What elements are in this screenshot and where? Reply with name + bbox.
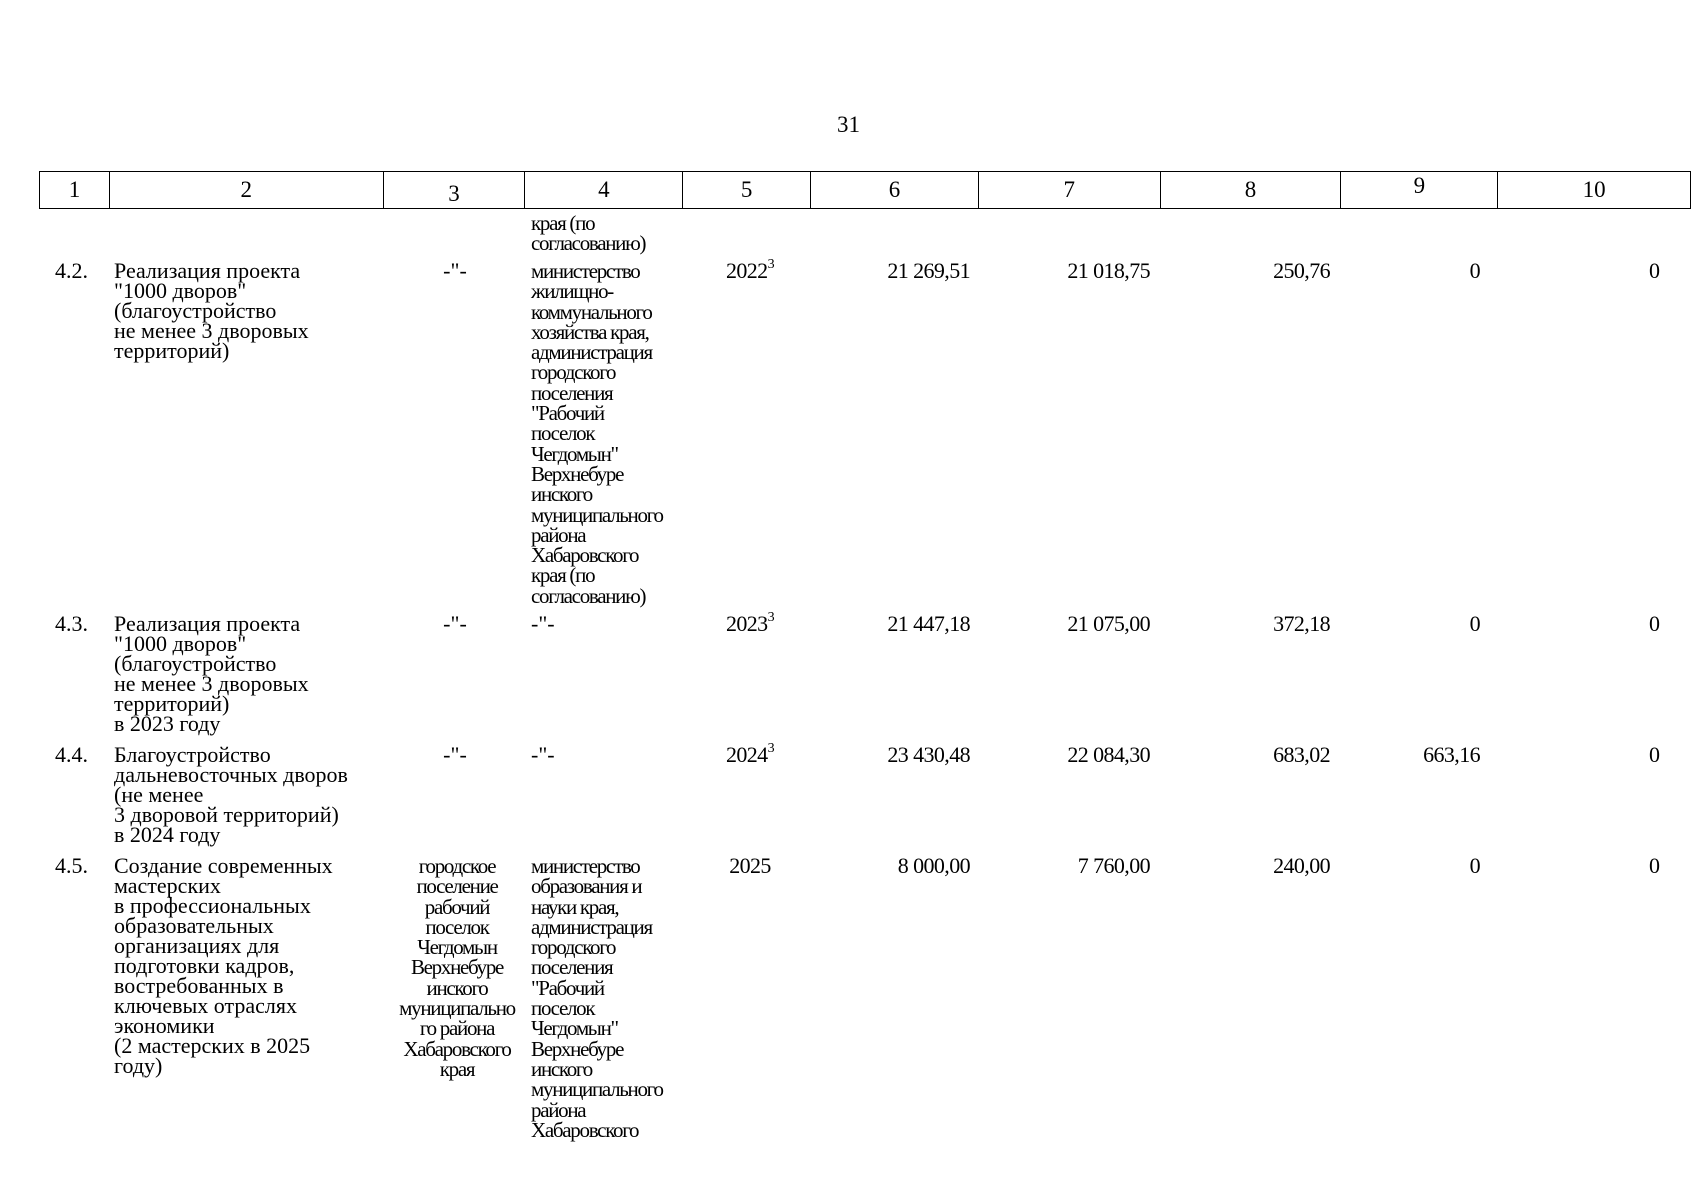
row-col-8: 372,18: [1273, 611, 1330, 636]
row-number: 4.3.: [55, 611, 88, 636]
header-col-8: 8: [1161, 172, 1342, 208]
row-col-7: 21 018,75: [1067, 258, 1150, 283]
row-col-6: 21 269,51: [887, 258, 970, 283]
page-number: 31: [837, 112, 860, 137]
row-executor: городское поселение рабочий поселок Чегдомын Верхнебуре инского муниципально го района Хабаровского края: [399, 854, 515, 1081]
row-description: Реализация проекта "1000 дворов" (благоустройство не менее 3 дворовых территорий): [114, 258, 309, 363]
table-header-row: [39, 171, 1691, 209]
header-col-5: 5: [683, 172, 811, 208]
row-year: 2025: [729, 853, 771, 878]
header-col-4: 4: [525, 172, 683, 208]
row-number: 4.2.: [55, 258, 88, 283]
row-responsible: -"-: [531, 742, 555, 767]
row-responsible: министерство жилищно- коммунального хозяйства края, администрация городского поселения "Рабочий поселок Чегдомын" Верхнебуре инского муниципального района Хабаровского края (по согласованию): [531, 259, 663, 608]
row-col-9: 0: [1469, 853, 1480, 878]
header-col-9: 9: [1341, 172, 1498, 208]
row-responsible: -"-: [531, 611, 555, 636]
continuation-text: края (по согласованию): [531, 211, 646, 256]
row-col-7: 22 084,30: [1067, 742, 1150, 767]
row-col-6: 23 430,48: [887, 742, 970, 767]
row-col-10: 0: [1649, 853, 1660, 878]
row-col-10: 0: [1649, 611, 1660, 636]
row-col-7: 21 075,00: [1067, 611, 1150, 636]
row-col-9: 0: [1469, 611, 1480, 636]
row-col-9: 0: [1469, 258, 1480, 283]
row-col-9: 663,16: [1423, 742, 1480, 767]
row-col-7: 7 760,00: [1077, 853, 1150, 878]
row-col-10: 0: [1649, 742, 1660, 767]
row-responsible: министерство образования и науки края, администрация городского поселения "Рабочий поселок Чегдомын" Верхнебуре инского муниципального района Хабаровского: [531, 854, 663, 1142]
row-year: 2022$^3$: [725, 256, 774, 283]
header-col-1: 1: [40, 172, 110, 208]
row-col-10: 0: [1649, 258, 1660, 283]
header-col-6: 6: [811, 172, 979, 208]
row-executor: -"-: [443, 611, 467, 636]
row-col-6: 21 447,18: [887, 611, 970, 636]
row-description: Создание современных мастерских в профессиональных образовательных организациях для подготовки кадров, востребованных в ключевых отраслях экономики (2 мастерских в 2025 году): [114, 853, 333, 1078]
row-description: Реализация проекта "1000 дворов" (благоустройство не менее 3 дворовых территорий) в 2023 году: [114, 611, 309, 736]
header-col-2: 2: [110, 172, 384, 208]
row-description: Благоустройство дальневосточных дворов (не менее 3 дворовой территорий) в 2024 году: [114, 742, 348, 847]
row-col-6: 8 000,00: [897, 853, 970, 878]
row-col-8: 240,00: [1273, 853, 1330, 878]
row-col-8: 683,02: [1273, 742, 1330, 767]
header-col-10: 10: [1582, 177, 1606, 202]
row-year: 2023$^3$: [725, 609, 774, 636]
row-year: 2024$^3$: [725, 740, 774, 767]
header-col-7: 7: [979, 172, 1161, 208]
row-number: 4.5.: [55, 853, 88, 878]
row-col-8: 250,76: [1273, 258, 1330, 283]
row-executor: -"-: [443, 258, 467, 283]
header-col-3: 3: [384, 172, 526, 208]
row-executor: -"-: [443, 742, 467, 767]
row-number: 4.4.: [55, 742, 88, 767]
